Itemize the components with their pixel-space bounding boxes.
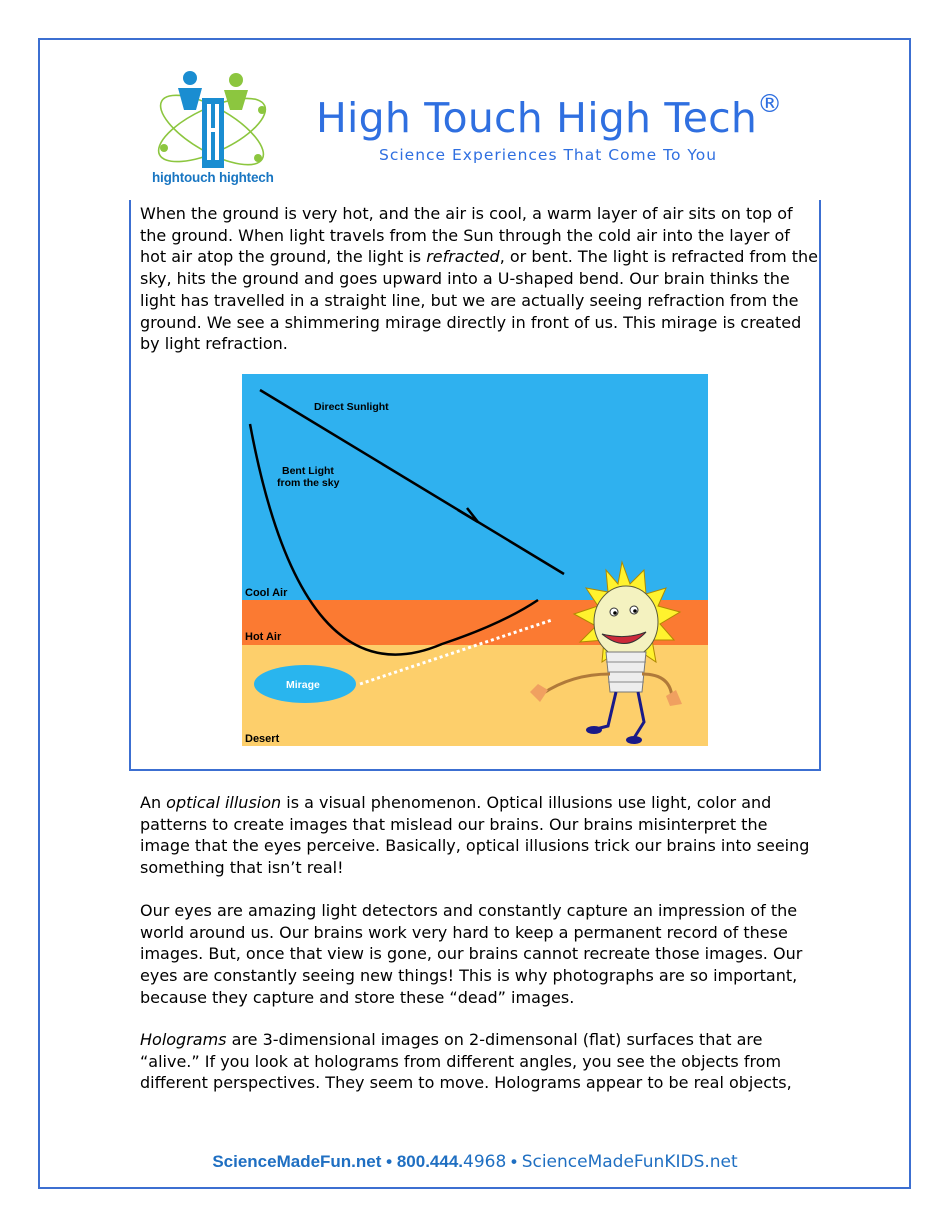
footer-kids-link[interactable]: ScienceMadeFunKIDS.net: [521, 1152, 738, 1172]
mirage-paragraph: When the ground is very hot, and the air is cool, a warm layer of air sits on top of the ground. When light travels from the Sun through the cold air into the layer of hot air atop the ground, the light is refracted, or bent. The light is refracted from the sky, hits the ground and goes upward into a U-shaped bend. Our brain thinks the light has travelled in a straight line, but we are actually seeing refraction from the ground. We see a shimmering mirage directly in front of us. This mirage is created by light refraction.: [140, 204, 819, 354]
brand-title: High Touch High Tech®: [316, 89, 783, 142]
label-bent-light: Bent Light: [282, 465, 334, 477]
label-mirage: Mirage: [286, 679, 320, 691]
mirage-diagram: [242, 374, 708, 746]
optical-illusion-paragraph: An optical illusion is a visual phenomenon. Optical illusions use light, color and patterns to create images that mislead our brains. Our brains misinterpret the image that the eyes perceive. Basically, optical illusions trick our brains into seeing something that isn’t real!: [140, 793, 810, 878]
label-direct-sunlight: Direct Sunlight: [314, 401, 389, 413]
footer-phone: 800.444.: [396, 1152, 464, 1171]
label-bent-light-2: from the sky: [277, 477, 340, 489]
holograms-paragraph: Holograms are 3-dimensional images on 2-dimensonal (flat) surfaces that are “alive.” If you look at holograms from different angles, you see the objects from different perspectives. They seem to move. Holograms appear to be real objects,: [140, 1030, 792, 1093]
label-cool-air: Cool Air: [245, 587, 288, 599]
label-desert: Desert: [245, 733, 280, 745]
footer: ScienceMadeFun.net • 800.444.4968 • ScienceMadeFunKIDS.net: [212, 1152, 738, 1172]
label-hot-air: Hot Air: [245, 631, 282, 643]
logo-text: hightouch hightech: [152, 170, 274, 185]
brand-subtitle: Science Experiences That Come To You: [379, 146, 718, 164]
footer-site-link[interactable]: ScienceMadeFun.net: [212, 1152, 382, 1171]
eyes-paragraph: Our eyes are amazing light detectors and constantly capture an impression of the world around us. Our brains work very hard to keep a permanent record of these images. But, once that view is gone, our brains cannot recreate those images. Our eyes are constantly seeing new things! This is why photographs are so important, because they capture and store these “dead” images.: [140, 901, 803, 1007]
